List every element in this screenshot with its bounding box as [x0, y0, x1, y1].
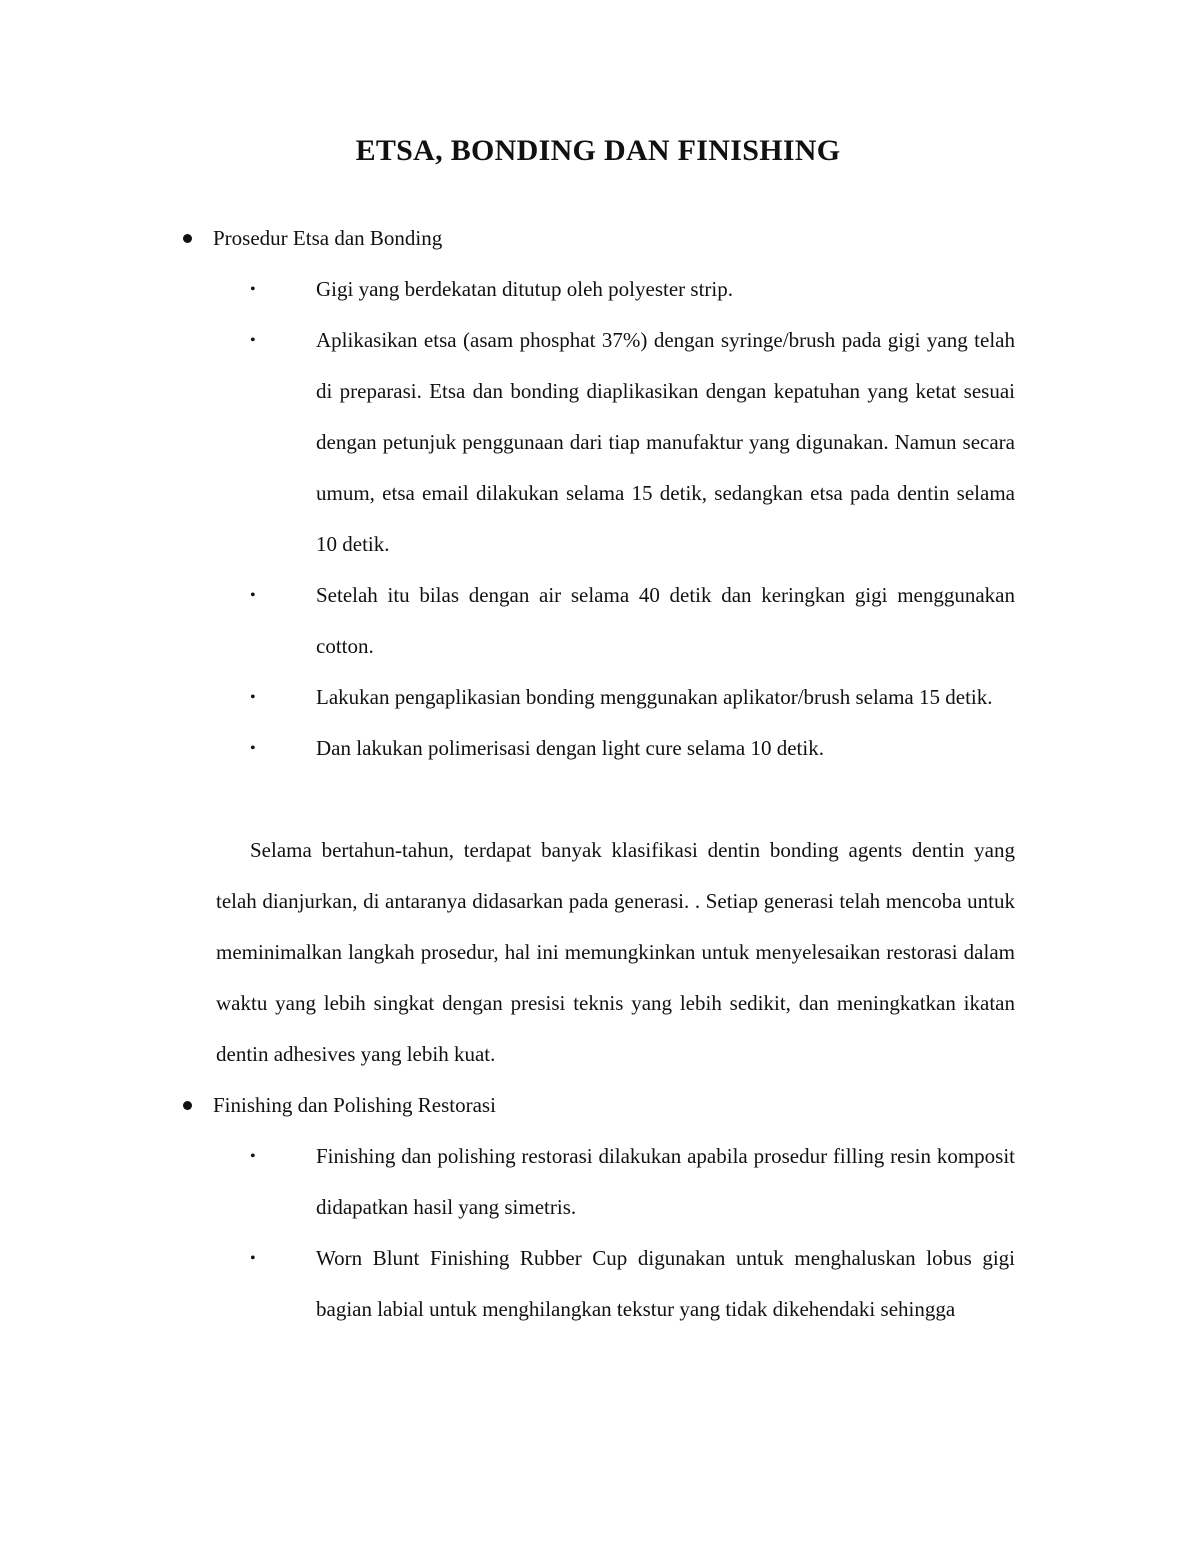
bullet-icon: • [250, 587, 256, 604]
section-heading-etsa-bonding [183, 213, 442, 264]
section-heading-finishing-polishing [183, 1080, 496, 1131]
bullet-dot-icon [183, 234, 192, 243]
list-item [250, 672, 1015, 723]
bullet-icon: • [250, 740, 256, 757]
bullet-icon: • [250, 1148, 256, 1165]
section-heading-label: Finishing dan Polishing Restorasi [213, 1093, 496, 1117]
section-heading-label: Prosedur Etsa dan Bonding [213, 226, 443, 250]
list-item-text: Lakukan pengaplikasian bonding menggunakan aplikator/brush selama 15 detik. [316, 685, 993, 709]
finishing-polishing-steps [250, 1131, 1015, 1335]
list-item-text: Gigi yang berdekatan ditutup oleh polyester strip. [316, 277, 733, 301]
document-title: ETSA, BONDING DAN FINISHING [355, 134, 841, 167]
etsa-bonding-steps [250, 264, 1015, 774]
list-item-text: Aplikasikan etsa (asam phosphat 37%) dengan syringe/brush pada gigi yang telah di preparasi. Etsa dan bonding diaplikasikan dengan kepatuhan yang ketat sesuai dengan petunjuk penggunaan dari tiap manufaktur yang digunakan. Namun secara umum, etsa email dilakukan selama 15 detik, sedangkan etsa pada dentin selama 10 detik. [316, 328, 1015, 556]
bullet-icon: • [250, 332, 256, 349]
bullet-dot-icon [183, 1101, 192, 1110]
list-item [250, 264, 1015, 315]
bullet-icon: • [250, 281, 256, 298]
list-item-text: Setelah itu bilas dengan air selama 40 detik dan keringkan gigi menggunakan cotton. [316, 583, 1015, 658]
body-paragraph: Selama bertahun-tahun, terdapat banyak klasifikasi dentin bonding agents dentin yang telah dianjurkan, di antaranya didasarkan pada generasi. . Setiap generasi telah mencoba untuk meminimalkan langkah prosedur, hal ini memungkinkan untuk menyelesaikan restorasi dalam waktu yang lebih singkat dengan presisi teknis yang lebih sedikit, dan meningkatkan ikatan dentin adhesives yang lebih kuat. [216, 838, 1015, 1066]
list-item [250, 723, 1015, 774]
list-item [250, 1233, 1015, 1335]
list-item-text: Finishing dan polishing restorasi dilakukan apabila prosedur filling resin komposit didapatkan hasil yang simetris. [316, 1144, 1015, 1219]
list-item-text: Dan lakukan polimerisasi dengan light cure selama 10 detik. [316, 736, 824, 760]
list-item-text: Worn Blunt Finishing Rubber Cup digunakan untuk menghaluskan lobus gigi bagian labial untuk menghilangkan tekstur yang tidak dikehendaki sehingga [316, 1246, 1015, 1321]
list-item [250, 315, 1015, 570]
list-item [250, 1131, 1015, 1233]
bullet-icon: • [250, 1250, 256, 1267]
bullet-icon: • [250, 689, 256, 706]
list-item [250, 570, 1015, 672]
